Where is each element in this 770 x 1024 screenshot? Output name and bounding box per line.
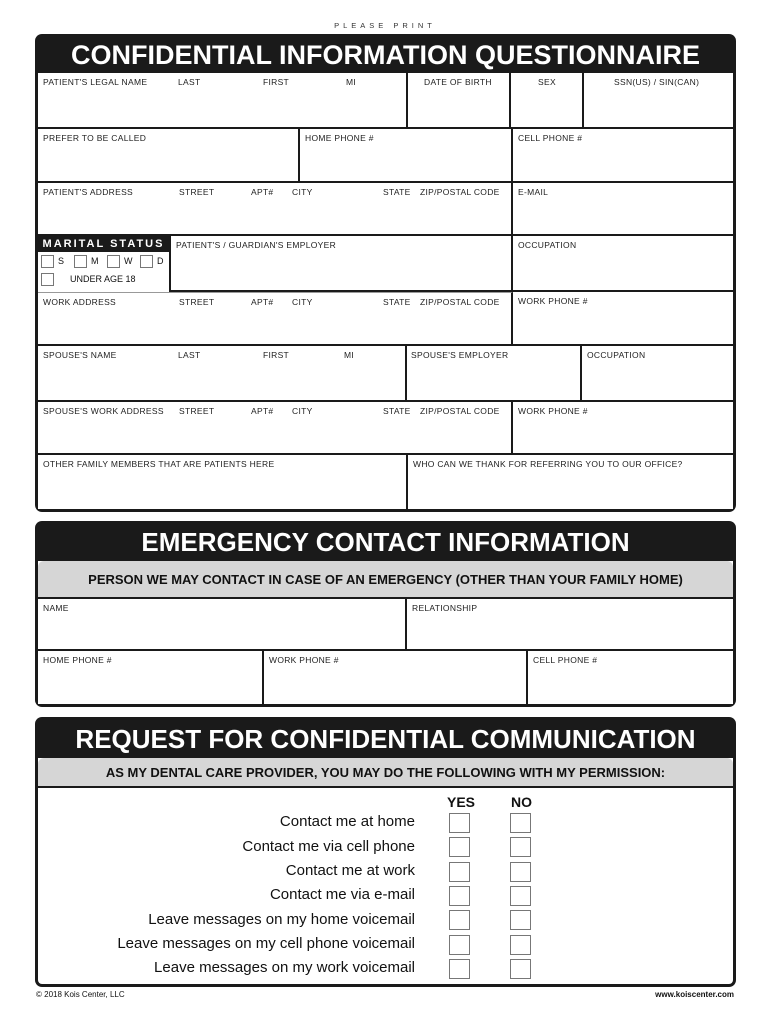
confidential-section (35, 34, 736, 512)
yes-checkbox-home[interactable] (449, 813, 470, 833)
no-checkbox-cell-voicemail[interactable] (510, 935, 531, 955)
work-apt-label: APT# (251, 297, 274, 307)
emergency-body (38, 561, 733, 704)
employer-label: PATIENT'S / GUARDIAN'S EMPLOYER (176, 240, 337, 250)
communication-subtitle: AS MY DENTAL CARE PROVIDER, YOU MAY DO THE FOLLOWING WITH MY PERMISSION: (38, 758, 733, 788)
other-family-label: OTHER FAMILY MEMBERS THAT ARE PATIENTS HERE (43, 459, 275, 469)
comm-item-email: Contact me via e-mail (269, 886, 415, 903)
comm-item-work-voicemail: Leave messages on my work voicemail (154, 959, 415, 976)
home-phone-label: HOME PHONE # (305, 133, 374, 143)
emergency-title: EMERGENCY CONTACT INFORMATION (141, 527, 630, 557)
emergency-subtitle: PERSON WE MAY CONTACT IN CASE OF AN EMERGENCY (OTHER THAN YOUR FAMILY HOME) (38, 561, 733, 599)
yes-checkbox-cell[interactable] (449, 837, 470, 857)
emergency-section (35, 521, 736, 707)
no-column-header: NO (511, 794, 532, 810)
employer-field[interactable] (171, 236, 513, 292)
emergency-work-phone-field[interactable] (264, 651, 528, 704)
comm-item-cell: Contact me via cell phone (242, 838, 415, 855)
cell-phone-field[interactable] (513, 129, 733, 183)
comm-item-home-voicemail: Leave messages on my home voicemail (148, 911, 415, 928)
yes-checkbox-work[interactable] (449, 862, 470, 882)
emergency-home-phone-field[interactable] (38, 651, 264, 704)
spouse-last-label: LAST (178, 350, 201, 360)
marital-s-checkbox[interactable] (41, 255, 54, 268)
spouse-work-address-field[interactable] (38, 402, 513, 455)
marital-m-checkbox[interactable] (74, 255, 87, 268)
patient-address-label: PATIENT'S ADDRESS (43, 187, 134, 197)
no-checkbox-work[interactable] (510, 862, 531, 882)
spouse-work-address-label: SPOUSE'S WORK ADDRESS (43, 406, 164, 416)
marital-d-checkbox[interactable] (140, 255, 153, 268)
emergency-relationship-field[interactable] (407, 599, 733, 651)
home-phone-field[interactable] (300, 129, 513, 183)
comm-item-home: Contact me at home (279, 813, 415, 830)
street-label: STREET (179, 187, 215, 197)
dob-label: DATE OF BIRTH (424, 77, 492, 87)
communication-title: REQUEST FOR CONFIDENTIAL COMMUNICATION (75, 724, 696, 754)
marital-status-title: MARITAL STATUS (38, 236, 169, 252)
confidential-body (38, 73, 733, 509)
no-checkbox-home[interactable] (510, 813, 531, 833)
emergency-cell-phone-field[interactable] (528, 651, 733, 704)
no-checkbox-email[interactable] (510, 886, 531, 906)
first-label: FIRST (263, 77, 290, 87)
spouse-work-phone-label: WORK PHONE # (518, 406, 588, 416)
marital-w-checkbox[interactable] (107, 255, 120, 268)
yes-checkbox-email[interactable] (449, 886, 470, 906)
communication-section (35, 717, 736, 987)
prefer-label: PREFER TO BE CALLED (43, 133, 147, 143)
state-label: STATE (383, 187, 411, 197)
spouse-occupation-label: OCCUPATION (587, 350, 646, 360)
ssn-field[interactable] (584, 73, 733, 129)
prefer-name-field[interactable] (38, 129, 300, 183)
confidential-title: CONFIDENTIAL INFORMATION QUESTIONNAIRE (71, 40, 700, 70)
emergency-name-field[interactable] (38, 599, 407, 651)
occupation-label: OCCUPATION (518, 240, 577, 250)
marital-status-block (38, 236, 171, 292)
under-18-label: UNDER AGE 18 (70, 274, 136, 284)
spouse-zip-label: ZIP/POSTAL CODE (420, 406, 500, 416)
spouse-first-label: FIRST (263, 350, 290, 360)
email-label: E-MAIL (518, 187, 549, 197)
spouse-occupation-field[interactable] (582, 346, 733, 402)
patient-address-field[interactable] (38, 183, 513, 236)
sex-label: SEX (538, 77, 556, 87)
patient-name-label: PATIENT'S LEGAL NAME (43, 77, 148, 87)
emergency-relationship-label: RELATIONSHIP (412, 603, 478, 613)
spouse-name-label: SPOUSE'S NAME (43, 350, 117, 360)
city-label: CITY (292, 187, 313, 197)
spouse-city-label: CITY (292, 406, 313, 416)
yes-checkbox-work-voicemail[interactable] (449, 959, 470, 979)
ssn-label: SSN(US) / SIN(CAN) (614, 77, 700, 87)
emergency-work-phone-label: WORK PHONE # (269, 655, 339, 665)
no-checkbox-work-voicemail[interactable] (510, 959, 531, 979)
spouse-mi-label: MI (344, 350, 355, 360)
dob-field[interactable] (408, 73, 511, 129)
marital-d-label: D (157, 256, 164, 266)
referral-field[interactable] (408, 455, 733, 509)
cell-phone-label: CELL PHONE # (518, 133, 583, 143)
email-field[interactable] (513, 183, 733, 236)
spouse-employer-label: SPOUSE'S EMPLOYER (411, 350, 509, 360)
no-checkbox-home-voicemail[interactable] (510, 910, 531, 930)
yes-checkbox-home-voicemail[interactable] (449, 910, 470, 930)
mi-label: MI (346, 77, 357, 87)
work-phone-field[interactable] (513, 292, 733, 346)
emergency-cell-phone-label: CELL PHONE # (533, 655, 598, 665)
marital-s-label: S (58, 256, 65, 266)
under-18-checkbox[interactable] (41, 273, 54, 286)
apt-label: APT# (251, 187, 274, 197)
zip-label: ZIP/POSTAL CODE (420, 187, 500, 197)
work-street-label: STREET (179, 297, 215, 307)
work-address-field[interactable] (38, 292, 513, 346)
yes-column-header: YES (447, 794, 476, 810)
work-state-label: STATE (383, 297, 411, 307)
occupation-field[interactable] (513, 236, 733, 292)
sex-field[interactable] (511, 73, 584, 129)
other-family-field[interactable] (38, 455, 408, 509)
emergency-home-phone-label: HOME PHONE # (43, 655, 112, 665)
last-label: LAST (178, 77, 201, 87)
spouse-apt-label: APT# (251, 406, 274, 416)
yes-checkbox-cell-voicemail[interactable] (449, 935, 470, 955)
work-zip-label: ZIP/POSTAL CODE (420, 297, 500, 307)
work-address-label: WORK ADDRESS (43, 297, 117, 307)
spouse-name-field[interactable] (38, 346, 407, 402)
marital-m-label: M (91, 256, 99, 266)
communication-body (38, 758, 733, 984)
copyright-text: © 2018 Kois Center, LLC (36, 990, 125, 999)
comm-item-work: Contact me at work (285, 862, 415, 879)
please-print-note: PLEASE PRINT (334, 21, 436, 30)
marital-w-label: W (124, 256, 133, 266)
spouse-employer-field[interactable] (407, 346, 582, 402)
comm-item-cell-voicemail: Leave messages on my cell phone voicemail (117, 935, 415, 952)
work-city-label: CITY (292, 297, 313, 307)
referral-label: WHO CAN WE THANK FOR REFERRING YOU TO OUR OFFICE? (413, 459, 683, 469)
emergency-name-label: NAME (43, 603, 69, 613)
spouse-work-phone-field[interactable] (513, 402, 733, 455)
work-phone-label: WORK PHONE # (518, 296, 588, 306)
no-checkbox-cell[interactable] (510, 837, 531, 857)
website-link[interactable]: www.koiscenter.com (655, 990, 734, 999)
patient-name-field[interactable] (38, 73, 408, 129)
spouse-street-label: STREET (179, 406, 215, 416)
spouse-state-label: STATE (383, 406, 411, 416)
